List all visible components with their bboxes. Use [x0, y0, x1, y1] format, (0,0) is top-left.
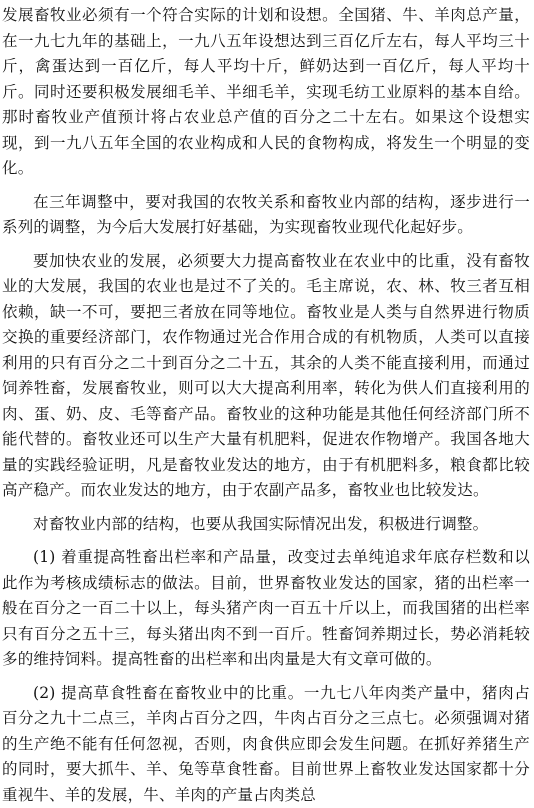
paragraph-agriculture-development: 要加快农业的发展，必须要大力提高畜牧业在农业中的比重，没有畜牧业的大发展，我国的农业也是过不了关的。毛主席说，农、林、牧三者互相依赖，缺一不可，要把三者放在同等地位。畜牧业是人类与自然界进行物质交换的重要经济部门，农作物通过光合作用合成的有机物质，人类可以直接利用的只有百分之二十到百分之二十五，其余的人类不能直接利用，而通过饲养牲畜，发展畜牧业，则可以大大提高利用率，转化为供人们直接利用的肉、蛋、奶、皮、毛等畜产品。畜牧业的这种功能是其他任何经济部门所不能代替的。畜牧业还可以生产大量有机肥料，促进农作物增产。我国各地大量的实践经验证明，凡是畜牧业发达的地方，由于有机肥料多，粮食都比较高产稳产。而农业发达的地方，由于农副产品多，畜牧业也比较发达。 — [0, 249, 534, 504]
paragraph-point-1: (1) 着重提高牲畜出栏率和产品量，改变过去单纯追求年底存栏数和以此作为考核成绩标志的做法。目前，世界畜牧业发达的国家，猪的出栏率一般在百分之一百二十以上，每头猪产肉一百五十斤以上，而我国猪的出栏率只有百分之五十三，每头猪出肉不到一百斤。牲畜饲养期过长，势必消耗较多的维持饲料。提高牲畜的出栏率和出肉量是大有文章可做的。 — [0, 545, 534, 673]
paragraph-internal-structure: 对畜牧业内部的结构，也要从我国实际情况出发，积极进行调整。 — [0, 512, 534, 538]
paragraph-three-year-adjustment: 在三年调整中，要对我国的农牧关系和畜牧业内部的结构，逐步进行一系列的调整，为今后大发展打好基础，为实现畜牧业现代化起好步。 — [0, 190, 534, 241]
paragraph-point-2: (2) 提高草食牲畜在畜牧业中的比重。一九七八年肉类产量中，猪肉占百分之九十二点三，羊肉占百分之四，牛肉占百分之三点七。必须强调对猪的生产绝不能有任何忽视，否则，肉食供应即会发生问题。在抓好养猪生产的同时，要大抓牛、羊、兔等草食牲畜。目前世界上畜牧业发达国家都十分重视牛、羊的发展，牛、羊肉的产量占肉类总 — [0, 681, 534, 808]
paragraph-livestock-plan: 发展畜牧业必须有一个符合实际的计划和设想。全国猪、牛、羊肉总产量，在一九七九年的基础上，一九八五年设想达到三百亿斤左右，每人平均三十斤，禽蛋达到一百亿斤，每人平均十斤，鲜奶达到一百亿斤，每人平均十斤。同时还要积极发展细毛羊、半细毛羊，实现毛纺工业原料的基本自给。那时畜牧业产值预计将占农业总产值的百分之二十左右。如果这个设想实现，到一九八五年全国的农业构成和人民的食物构成，将发生一个明显的变化。 — [0, 3, 534, 182]
